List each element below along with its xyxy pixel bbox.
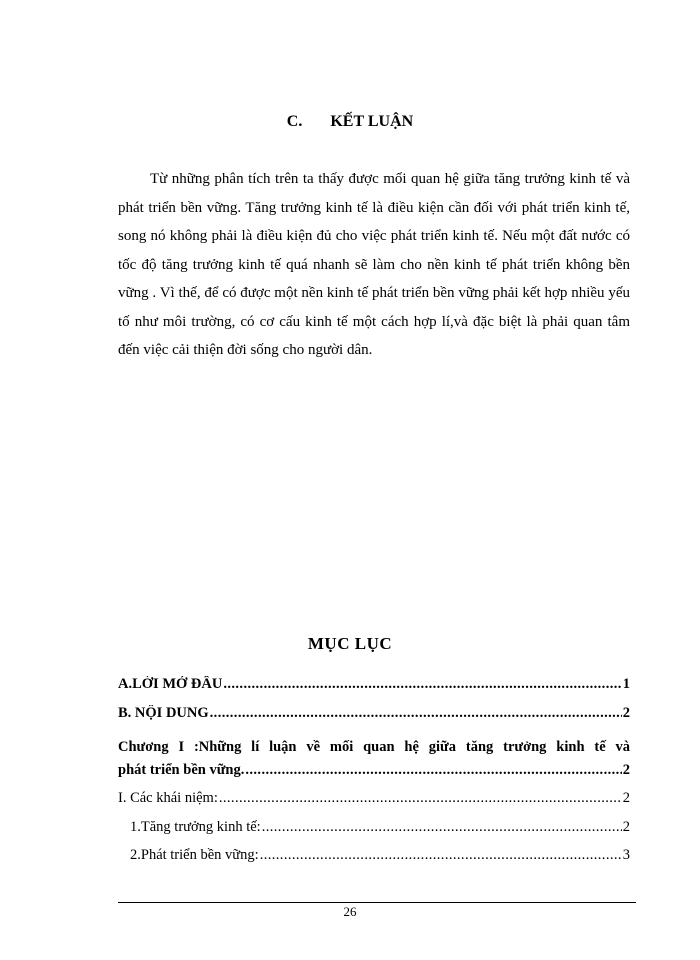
conclusion-paragraph: Từ những phân tích trên ta thấy được mối quan hệ giữa tăng trưởng kinh tế và phát triển bền vững. Tăng trưởng kinh tế là điều kiện cần đối với phát triển kinh tế, song nó không phải là điều kiện đủ cho việc phát triển kinh tế. Nếu một đất nước có tốc độ tăng trưởng kinh tế quá nhanh sẽ làm cho nền kinh tế phát triển không bền vững . Vì thế, để có được một nền kinh tế phát triển bền vững phải kết hợp nhiều yếu tố như môi trường, có cơ cấu kinh tế một cách hợp lí,và đặc biệt là phải quan tâm đến việc cải thiện đời sống cho người dân.: [118, 171, 630, 358]
toc-entry-page: 2: [622, 818, 630, 835]
toc-entry-label: phát triển bền vững.: [118, 761, 245, 778]
toc-leader-dots: [260, 847, 622, 864]
toc-entry-label: 2.Phát triển bền vững:: [130, 847, 259, 863]
toc-leader-dots: [210, 705, 622, 722]
toc-entry-cac-khai-niem[interactable]: [118, 790, 630, 819]
conclusion-heading-letter: C.: [286, 113, 303, 130]
toc-entry-page: 1: [622, 676, 630, 692]
toc-entry-loi-mo-dau[interactable]: [118, 676, 630, 705]
toc-leader-dots: [262, 819, 622, 836]
toc-leader-dots: [245, 762, 621, 779]
toc-entry-chuong-1[interactable]: [118, 733, 630, 790]
toc-entry-phat-trien-ben-vung[interactable]: [118, 847, 630, 876]
toc-entry-page: 2: [622, 704, 630, 721]
conclusion-heading-title: KẾT LUẬN: [330, 113, 414, 130]
page-number: 26: [343, 904, 357, 919]
toc-entry-label: 1.Tăng trưởng kinh tế:: [130, 818, 261, 835]
toc-leader-dots: [223, 676, 621, 693]
toc-entry-label-line1: Chương I :Những lí luận về mối quan hệ giữa tăng trưởng kinh tế và: [118, 739, 630, 755]
footer-divider: [118, 902, 636, 903]
toc-entry-page: 3: [622, 847, 630, 863]
toc-entry-noi-dung[interactable]: [118, 705, 630, 734]
conclusion-heading: [0, 113, 700, 131]
toc-entry-label: I. Các khái niệm:: [118, 790, 218, 806]
toc-entry-tang-truong-kinh-te[interactable]: [118, 819, 630, 848]
toc-leader-dots: [219, 790, 622, 807]
toc-entry-label: A.LỜI MỞ ĐẦU: [118, 676, 223, 692]
toc-title: MỤC LỤC: [307, 634, 393, 653]
toc-entry-page: 2: [622, 761, 630, 778]
table-of-contents: [118, 676, 630, 876]
toc-entry-page: 2: [622, 790, 630, 806]
toc-entry-label: B. NỘI DUNG: [118, 704, 209, 721]
